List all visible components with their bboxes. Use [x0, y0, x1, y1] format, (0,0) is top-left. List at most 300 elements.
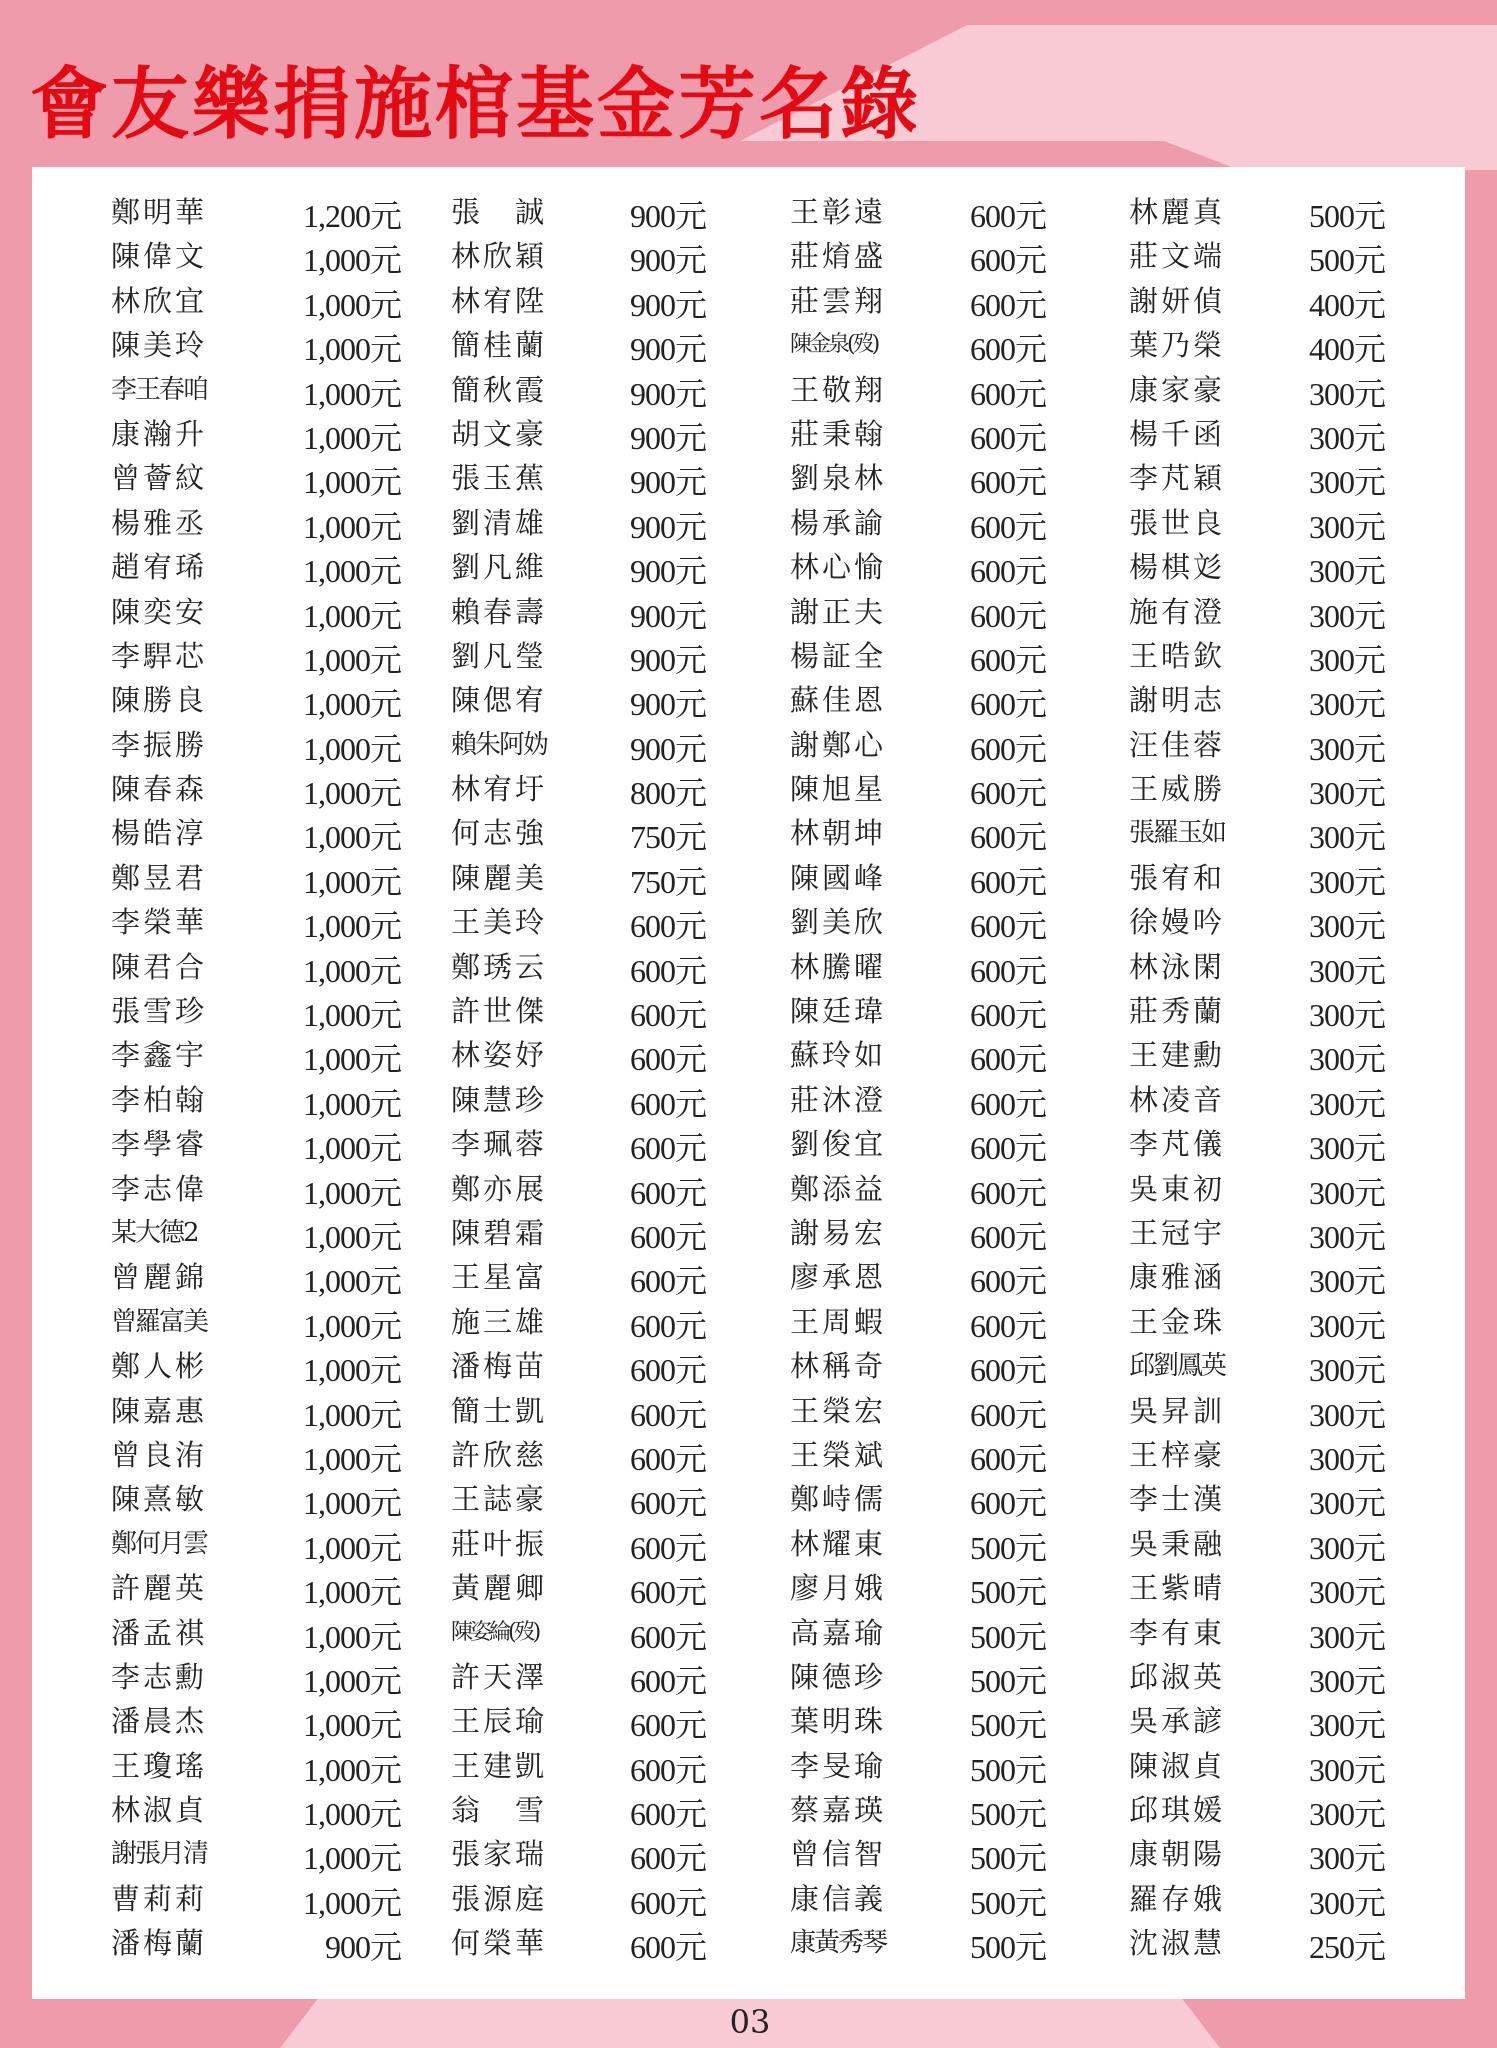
- donor-row: [451, 1877, 706, 1921]
- donor-name: 康瀚升: [111, 416, 208, 451]
- donor-name: 邱琪媛: [1129, 1793, 1226, 1828]
- donor-name: 廖承恩: [790, 1260, 887, 1295]
- donor-name: 潘梅蘭: [111, 1926, 208, 1961]
- donor-name: 陳春森: [111, 772, 208, 807]
- donor-name: 王冠宇: [1129, 1215, 1226, 1250]
- donation-amount: 300元: [1308, 1130, 1385, 1167]
- donor-name: 賴春壽: [451, 594, 548, 629]
- donation-amount: 600元: [969, 597, 1046, 634]
- donor-row: [1129, 190, 1385, 234]
- donor-name: 康信義: [790, 1881, 887, 1916]
- donor-row: [111, 634, 401, 678]
- donor-name: 鄭琇云: [451, 949, 548, 984]
- donor-row: [451, 1699, 706, 1743]
- donor-name: 蘇佳恩: [790, 683, 887, 718]
- donor-name: 簡士凱: [451, 1393, 548, 1428]
- donor-name: 李有東: [1129, 1615, 1226, 1650]
- donation-amount: 1,000元: [302, 597, 401, 634]
- donor-row: [790, 1655, 1046, 1699]
- donation-amount: 1,000元: [302, 508, 401, 545]
- donor-row: [790, 1477, 1046, 1521]
- donor-row: [111, 856, 401, 900]
- donor-column-3: [790, 190, 1046, 1966]
- donation-amount: 750元: [629, 819, 706, 856]
- donation-amount: 750元: [629, 863, 706, 900]
- donor-name: 劉清雄: [451, 505, 548, 540]
- donation-amount: 300元: [1308, 1884, 1385, 1921]
- donor-row: [790, 1832, 1046, 1876]
- donation-amount: 300元: [1308, 1485, 1385, 1522]
- donor-name: 曾良洧: [111, 1437, 208, 1472]
- donor-row: [451, 900, 706, 944]
- donation-amount: 1,000元: [302, 1662, 401, 1699]
- donation-amount: 600元: [629, 952, 706, 989]
- donation-amount: 1,000元: [302, 1130, 401, 1167]
- donor-name: 趙宥琋: [111, 550, 208, 585]
- donation-amount: 600元: [969, 553, 1046, 590]
- donor-name: 賴朱阿妫: [451, 729, 548, 760]
- donor-name: 林宥圩: [451, 772, 548, 807]
- donor-name: 簡桂蘭: [451, 328, 548, 363]
- donor-name: 劉泉林: [790, 461, 887, 496]
- donor-name: 鄭何月雲: [111, 1528, 208, 1559]
- donor-row: [111, 1300, 401, 1344]
- donor-name: 劉凡瑩: [451, 638, 548, 673]
- donor-row: [111, 323, 401, 367]
- donation-amount: 600元: [969, 1396, 1046, 1433]
- donor-name: 王晧欽: [1129, 638, 1226, 673]
- donor-name: 陳嘉惠: [111, 1393, 208, 1428]
- donor-name: 胡文豪: [451, 416, 548, 451]
- donor-row: [1129, 1389, 1385, 1433]
- donor-row: [790, 1344, 1046, 1388]
- donor-row: [451, 1611, 706, 1655]
- donor-row: [790, 989, 1046, 1033]
- donor-name: 楊千函: [1129, 416, 1226, 451]
- donation-amount: 900元: [629, 464, 706, 501]
- donation-amount: 900元: [629, 686, 706, 723]
- donation-amount: 900元: [629, 198, 706, 234]
- donation-amount: 1,000元: [302, 1618, 401, 1655]
- donor-name: 謝張月清: [111, 1839, 208, 1870]
- page-number: 03: [729, 2003, 771, 2041]
- donor-row: [1129, 1699, 1385, 1743]
- donor-row: [790, 767, 1046, 811]
- donor-row: [111, 1211, 401, 1255]
- donation-amount: 600元: [629, 1485, 706, 1522]
- donor-row: [451, 1832, 706, 1876]
- donation-amount: 500元: [969, 1529, 1046, 1566]
- donor-row: [451, 945, 706, 989]
- donor-name: 蔡嘉瑛: [790, 1793, 887, 1828]
- donation-amount: 600元: [629, 1529, 706, 1566]
- donor-row: [451, 811, 706, 855]
- donation-amount: 1,000元: [302, 686, 401, 723]
- donor-row: [111, 456, 401, 500]
- donor-name: 曹莉莉: [111, 1881, 208, 1916]
- donor-row: [790, 412, 1046, 456]
- donor-row: [451, 1566, 706, 1610]
- donation-amount: 1,000元: [302, 775, 401, 812]
- donor-row: [451, 1788, 706, 1832]
- donor-name: 林欣宜: [111, 283, 208, 318]
- donation-amount: 900元: [629, 508, 706, 545]
- donor-name: 吳承諺: [1129, 1704, 1226, 1739]
- donor-row: [1129, 1211, 1385, 1255]
- donor-row: [111, 678, 401, 722]
- donation-amount: 800元: [629, 775, 706, 812]
- donor-name: 劉俊宜: [790, 1127, 887, 1162]
- donor-name: 王梓豪: [1129, 1437, 1226, 1472]
- donor-row: [451, 456, 706, 500]
- donor-row: [111, 1078, 401, 1122]
- donor-name: 林淑貞: [111, 1793, 208, 1828]
- donor-row: [1129, 1255, 1385, 1299]
- donor-name: 張玉蕉: [451, 461, 548, 496]
- donor-name: 林凌音: [1129, 1082, 1226, 1117]
- donor-row: [451, 279, 706, 323]
- donation-amount: 300元: [1308, 819, 1385, 856]
- donor-name: 李鑫宇: [111, 1038, 208, 1073]
- donor-name: 李志偉: [111, 1171, 208, 1206]
- donation-amount: 900元: [629, 242, 706, 279]
- donor-row: [790, 545, 1046, 589]
- donor-row: [790, 1699, 1046, 1743]
- donation-amount: 500元: [969, 1618, 1046, 1655]
- donation-amount: 500元: [969, 1662, 1046, 1699]
- donation-amount: 1,000元: [302, 641, 401, 678]
- donation-amount: 300元: [1308, 1440, 1385, 1477]
- donation-amount: 300元: [1308, 641, 1385, 678]
- donation-amount: 600元: [969, 952, 1046, 989]
- donor-row: [451, 1300, 706, 1344]
- donor-name: 謝明志: [1129, 683, 1226, 718]
- donation-amount: 300元: [1308, 375, 1385, 412]
- donor-name: 康黃秀琴: [790, 1928, 887, 1959]
- donor-row: [1129, 1788, 1385, 1832]
- donation-amount: 300元: [1308, 1174, 1385, 1211]
- donor-row: [451, 1655, 706, 1699]
- donor-row: [451, 1522, 706, 1566]
- donor-name: 羅存娥: [1129, 1881, 1226, 1916]
- donation-amount: 900元: [629, 597, 706, 634]
- donation-amount: 1,000元: [302, 419, 401, 456]
- donor-name: 簡秋霞: [451, 372, 548, 407]
- donor-row: [451, 1477, 706, 1521]
- donor-name: 林欣穎: [451, 239, 548, 274]
- donation-amount: 500元: [969, 1929, 1046, 1966]
- donor-name: 潘梅苗: [451, 1349, 548, 1384]
- donation-amount: 500元: [1308, 198, 1385, 234]
- donor-row: [111, 1655, 401, 1699]
- donor-name: 陳金泉(歿): [790, 332, 878, 358]
- donor-row: [1129, 1566, 1385, 1610]
- donor-row: [451, 323, 706, 367]
- donor-row: [111, 590, 401, 634]
- donation-amount: 600元: [629, 1574, 706, 1611]
- donor-name: 沈淑慧: [1129, 1926, 1226, 1961]
- donor-row: [1129, 1744, 1385, 1788]
- donation-amount: 500元: [969, 1796, 1046, 1833]
- donor-row: [111, 811, 401, 855]
- donation-amount: 1,000元: [302, 1352, 401, 1389]
- donation-amount: 1,000元: [302, 1485, 401, 1522]
- donation-amount: 300元: [1308, 1840, 1385, 1877]
- donor-name: 王瓊瑤: [111, 1748, 208, 1783]
- donor-row: [790, 723, 1046, 767]
- donor-row: [1129, 323, 1385, 367]
- donor-row: [1129, 1877, 1385, 1921]
- donation-amount: 600元: [969, 730, 1046, 767]
- donor-name: 莊秉翰: [790, 416, 887, 451]
- donation-amount: 600元: [969, 242, 1046, 279]
- donor-row: [790, 1877, 1046, 1921]
- donation-amount: 500元: [969, 1884, 1046, 1921]
- donation-amount: 1,000元: [302, 1085, 401, 1122]
- donor-row: [1129, 1167, 1385, 1211]
- donation-amount: 900元: [629, 419, 706, 456]
- donor-name: 高嘉瑜: [790, 1615, 887, 1650]
- donor-name: 楊証全: [790, 638, 887, 673]
- donation-amount: 600元: [969, 1440, 1046, 1477]
- donation-amount: 900元: [629, 331, 706, 368]
- donor-row: [451, 1433, 706, 1477]
- donor-row: [111, 1255, 401, 1299]
- donor-name: 王誌豪: [451, 1482, 548, 1517]
- donor-row: [451, 234, 706, 278]
- donor-name: 王紫晴: [1129, 1571, 1226, 1606]
- donor-name: 康雅涵: [1129, 1260, 1226, 1295]
- donor-row: [790, 1167, 1046, 1211]
- donor-name: 張雪珍: [111, 994, 208, 1029]
- donor-row: [451, 590, 706, 634]
- donation-amount: 600元: [629, 1929, 706, 1966]
- donor-name: 蘇玲如: [790, 1038, 887, 1073]
- donor-name: 陳美玲: [111, 328, 208, 363]
- donor-row: [451, 856, 706, 900]
- donor-row: [111, 1433, 401, 1477]
- donor-name: 某大德2: [111, 1217, 198, 1248]
- donor-name: 陳慧珍: [451, 1082, 548, 1117]
- donation-amount: 900元: [629, 553, 706, 590]
- donor-row: [451, 412, 706, 456]
- donor-name: 王建勳: [1129, 1038, 1226, 1073]
- donor-name: 陳德珍: [790, 1659, 887, 1694]
- donation-amount: 600元: [969, 997, 1046, 1034]
- donation-amount: 600元: [969, 686, 1046, 723]
- donor-row: [1129, 767, 1385, 811]
- donor-row: [1129, 1832, 1385, 1876]
- donor-name: 林姿妤: [451, 1038, 548, 1073]
- donor-row: [111, 1167, 401, 1211]
- donor-row: [111, 767, 401, 811]
- donor-row: [790, 234, 1046, 278]
- donor-name: 王榮宏: [790, 1393, 887, 1428]
- donor-row: [111, 1033, 401, 1077]
- donation-amount: 600元: [629, 1130, 706, 1167]
- donor-name: 楊雅丞: [111, 505, 208, 540]
- donor-name: 鄭亦展: [451, 1171, 548, 1206]
- page-title: 會友樂捐施棺基金芳名錄: [30, 59, 922, 150]
- donation-amount: 500元: [969, 1840, 1046, 1877]
- donor-name: 林朝坤: [790, 816, 887, 851]
- donor-name: 王周蝦: [790, 1304, 887, 1339]
- donor-name: 李榮華: [111, 905, 208, 940]
- donor-row: [1129, 501, 1385, 545]
- donor-name: 李振勝: [111, 727, 208, 762]
- donor-name: 林稱奇: [790, 1349, 887, 1384]
- donation-amount: 600元: [629, 1751, 706, 1788]
- donation-amount: 600元: [629, 997, 706, 1034]
- donor-name: 吳昇訓: [1129, 1393, 1226, 1428]
- donor-name: 康家豪: [1129, 372, 1226, 407]
- donation-amount: 600元: [969, 1085, 1046, 1122]
- donation-amount: 300元: [1308, 553, 1385, 590]
- donor-row: [111, 412, 401, 456]
- donor-name: 莊叶振: [451, 1526, 548, 1561]
- donation-amount: 300元: [1308, 730, 1385, 767]
- donor-name: 陳奕安: [111, 594, 208, 629]
- donation-amount: 300元: [1308, 775, 1385, 812]
- donor-name: 曾信智: [790, 1837, 887, 1872]
- donor-row: [1129, 412, 1385, 456]
- donation-amount: 1,000元: [302, 375, 401, 412]
- donor-name: 潘晨杰: [111, 1704, 208, 1739]
- donor-name: 陳國峰: [790, 860, 887, 895]
- donation-amount: 300元: [1308, 597, 1385, 634]
- donor-row: [111, 1699, 401, 1743]
- donor-row: [1129, 545, 1385, 589]
- donor-name: 吳秉融: [1129, 1526, 1226, 1561]
- donation-amount: 600元: [969, 908, 1046, 945]
- donation-amount: 600元: [969, 1218, 1046, 1255]
- donor-name: 施三雄: [451, 1304, 548, 1339]
- donor-row: [790, 1122, 1046, 1166]
- donation-amount: 600元: [969, 1485, 1046, 1522]
- donor-row: [451, 1389, 706, 1433]
- donor-name: 徐嫚吟: [1129, 905, 1226, 940]
- donor-name: 林宥陞: [451, 283, 548, 318]
- donor-row: [790, 1300, 1046, 1344]
- donor-row: [451, 1122, 706, 1166]
- donor-name: 王榮斌: [790, 1437, 887, 1472]
- donor-row: [111, 368, 401, 412]
- donor-row: [111, 1344, 401, 1388]
- donor-name: 康朝陽: [1129, 1837, 1226, 1872]
- donor-row: [1129, 678, 1385, 722]
- donor-row: [451, 634, 706, 678]
- donor-name: 莊雲翔: [790, 283, 887, 318]
- donor-row: [1129, 1477, 1385, 1521]
- donor-name: 林麗真: [1129, 195, 1226, 229]
- donation-amount: 1,000元: [302, 1707, 401, 1744]
- donation-amount: 900元: [629, 286, 706, 323]
- donor-name: 施有澄: [1129, 594, 1226, 629]
- donor-row: [451, 723, 706, 767]
- donor-row: [451, 1255, 706, 1299]
- donation-amount: 250元: [1308, 1929, 1385, 1966]
- donor-row: [790, 590, 1046, 634]
- donor-name: 張宥和: [1129, 860, 1226, 895]
- donation-amount: 900元: [629, 730, 706, 767]
- donor-row: [790, 368, 1046, 412]
- donation-amount: 600元: [969, 1307, 1046, 1344]
- donor-row: [790, 279, 1046, 323]
- donor-row: [451, 1211, 706, 1255]
- donor-row: [790, 1522, 1046, 1566]
- donation-amount: 500元: [969, 1751, 1046, 1788]
- donor-name: 劉美欣: [790, 905, 887, 940]
- donor-row: [111, 1611, 401, 1655]
- donor-column-2: [451, 190, 706, 1966]
- donation-amount: 600元: [969, 819, 1046, 856]
- donation-amount: 1,000元: [302, 1174, 401, 1211]
- donation-amount: 1,000元: [302, 1218, 401, 1255]
- donor-row: [111, 723, 401, 767]
- donor-row: [451, 545, 706, 589]
- donor-name: 莊秀蘭: [1129, 994, 1226, 1029]
- donor-name: 陳麗美: [451, 860, 548, 895]
- donor-name: 張世良: [1129, 505, 1226, 540]
- donor-row: [1129, 723, 1385, 767]
- donor-row: [1129, 279, 1385, 323]
- donor-name: 許天澤: [451, 1659, 548, 1694]
- donation-amount: 300元: [1308, 1796, 1385, 1833]
- donation-amount: 1,000元: [302, 1440, 401, 1477]
- donation-amount: 300元: [1308, 1041, 1385, 1078]
- donation-amount: 300元: [1308, 1263, 1385, 1300]
- donor-name: 汪佳蓉: [1129, 727, 1226, 762]
- donor-name: 許世傑: [451, 994, 548, 1029]
- donation-amount: 600元: [629, 1618, 706, 1655]
- donation-amount: 1,000元: [302, 952, 401, 989]
- donation-amount: 300元: [1308, 1218, 1385, 1255]
- donor-name: 鄭昱君: [111, 860, 208, 895]
- donation-amount: 1,000元: [302, 553, 401, 590]
- donation-amount: 600元: [969, 419, 1046, 456]
- donor-name: 張羅玉如: [1129, 818, 1226, 849]
- donor-name: 李志勳: [111, 1659, 208, 1694]
- donor-name: 陳碧霜: [451, 1215, 548, 1250]
- donor-name: 李珮蓉: [451, 1127, 548, 1162]
- donor-name: 鄭添益: [790, 1171, 887, 1206]
- donor-name: 葉明珠: [790, 1704, 887, 1739]
- donor-row: [451, 767, 706, 811]
- donor-row: [111, 279, 401, 323]
- donor-name: 陳偲宥: [451, 683, 548, 718]
- donor-row: [111, 190, 401, 234]
- donor-row: [1129, 811, 1385, 855]
- donor-name: 曾薈紋: [111, 461, 208, 496]
- donor-row: [111, 234, 401, 278]
- donation-amount: 300元: [1308, 1574, 1385, 1611]
- donation-amount: 300元: [1308, 908, 1385, 945]
- donor-row: [1129, 368, 1385, 412]
- donation-amount: 300元: [1308, 1085, 1385, 1122]
- donation-amount: 600元: [629, 1174, 706, 1211]
- donation-amount: 1,000元: [302, 863, 401, 900]
- donation-amount: 1,000元: [302, 1840, 401, 1877]
- donor-name: 張源庭: [451, 1881, 548, 1916]
- donation-amount: 600元: [629, 1840, 706, 1877]
- donor-name: 鄭明華: [111, 195, 208, 229]
- donation-amount: 300元: [1308, 686, 1385, 723]
- donor-name: 許欣慈: [451, 1437, 548, 1472]
- donor-name: 李芃穎: [1129, 461, 1226, 496]
- donor-name: 謝妍偵: [1129, 283, 1226, 318]
- donation-amount: 1,000元: [302, 242, 401, 279]
- donor-name: 謝正夫: [790, 594, 887, 629]
